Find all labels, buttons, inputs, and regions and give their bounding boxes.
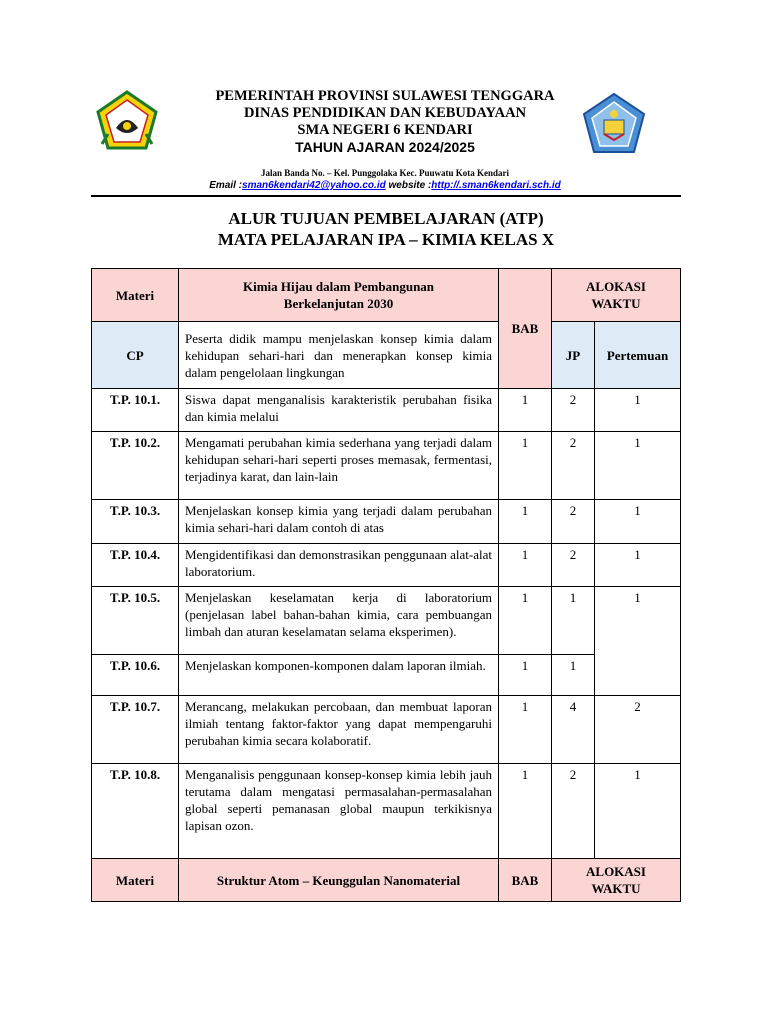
footer-materi-label: Materi	[92, 859, 179, 902]
tp-code: T.P. 10.2.	[92, 432, 179, 500]
table-row	[92, 655, 681, 696]
tp-jp: 2	[552, 764, 595, 859]
website-label: website :	[385, 180, 432, 191]
tp-description: Mengamati perubahan kimia sederhana yang terjadi dalam kehidupan sehari-hari seperti proses memasak, fermentasi, terjadinya karat, dan lain-lain	[179, 432, 499, 500]
tp-pertemuan: 1	[595, 500, 681, 544]
tp-code: T.P. 10.8.	[92, 764, 179, 859]
header-line-province: PEMERINTAH PROVINSI SULAWESI TENGGARA	[215, 88, 555, 104]
table-row	[92, 389, 681, 432]
document-subtitle: MATA PELAJARAN IPA – KIMIA KELAS X	[217, 230, 555, 249]
tp-pertemuan: 1	[595, 432, 681, 500]
header-line-department: DINAS PENDIDIKAN DAN KEBUDAYAAN	[243, 105, 527, 121]
tp-code: T.P. 10.4.	[92, 544, 179, 587]
tp-bab: 1	[499, 500, 552, 544]
tp-bab: 1	[499, 432, 552, 500]
tp-description: Merancang, melakukan percobaan, dan membuat laporan ilmiah tentang faktor-faktor yang dapat mempengaruhi perubahan kimia secara kolaboratif.	[179, 696, 499, 764]
table-row	[92, 544, 681, 587]
tp-bab: 1	[499, 655, 552, 696]
tp-description: Menjelaskan konsep kimia yang terjadi dalam perubahan kimia sehari-hari dalam contoh di atas	[179, 500, 499, 544]
atp-table	[91, 268, 681, 902]
alokasi-header: ALOKASI WAKTU	[552, 269, 681, 322]
table-row	[92, 696, 681, 764]
tp-jp: 4	[552, 696, 595, 764]
materi-label: Materi	[92, 269, 179, 322]
tp-pertemuan: 1	[595, 544, 681, 587]
table-row	[92, 764, 681, 859]
tp-description: Menganalisis penggunaan konsep-konsep kimia lebih jauh terutama dalam mengatasi permasalahan-permasalahan global seperti pemanasan global maupun terkikisnya lapisan ozon.	[179, 764, 499, 859]
footer-alokasi-header: ALOKASI WAKTU	[552, 859, 681, 902]
tp-jp: 2	[552, 500, 595, 544]
tp-pertemuan: 1	[595, 587, 681, 696]
table-row	[92, 432, 681, 500]
email-label: Email :	[209, 180, 243, 191]
website-link[interactable]: http://.sman6kendari.sch.id	[431, 180, 561, 191]
cp-text: Peserta didik mampu menjelaskan konsep kimia dalam kehidupan sehari-hari dan menerapkan konsep kimia dalam pengelolaan lingkungan	[179, 322, 499, 389]
tp-bab: 1	[499, 696, 552, 764]
email-link[interactable]: sman6kendari42@yahoo.co.id	[242, 180, 386, 191]
header-line-school: SMA NEGERI 6 KENDARI	[297, 122, 473, 138]
tp-description: Siswa dapat menganalisis karakteristik perubahan fisika dan kimia melalui	[179, 389, 499, 432]
tp-bab: 1	[499, 544, 552, 587]
materi-value: Kimia Hijau dalam Pembangunan Berkelanjutan 2030	[179, 269, 499, 322]
tp-jp: 2	[552, 432, 595, 500]
tp-pertemuan: 1	[595, 389, 681, 432]
tp-jp: 2	[552, 544, 595, 587]
tp-code: T.P. 10.1.	[92, 389, 179, 432]
tp-code: T.P. 10.6.	[92, 655, 179, 696]
bab-header: BAB	[499, 269, 552, 389]
header-address: Jalan Banda No. – Kel. Punggolaka Kec. Puuwatu Kota Kendari	[260, 168, 510, 178]
tp-pertemuan: 1	[595, 764, 681, 859]
letterhead	[90, 86, 680, 198]
tp-code: T.P. 10.5.	[92, 587, 179, 655]
footer-materi-value: Struktur Atom – Keunggulan Nanomaterial	[179, 859, 499, 902]
tp-jp: 1	[552, 587, 595, 655]
document-title: ALUR TUJUAN PEMBELAJARAN (ATP)	[228, 209, 544, 228]
pertemuan-header: Pertemuan	[595, 322, 681, 389]
tp-bab: 1	[499, 389, 552, 432]
tp-jp: 2	[552, 389, 595, 432]
cp-label: CP	[92, 322, 179, 389]
tp-code: T.P. 10.3.	[92, 500, 179, 544]
tp-description: Mengidentifikasi dan demonstrasikan penggunaan alat-alat laboratorium.	[179, 544, 499, 587]
tp-jp: 1	[552, 655, 595, 696]
tp-description: Menjelaskan komponen-komponen dalam laporan ilmiah.	[179, 655, 499, 696]
header-line-year: TAHUN AJARAN 2024/2025	[295, 139, 475, 155]
header-contact	[90, 180, 680, 191]
tp-bab: 1	[499, 587, 552, 655]
footer-bab-header: BAB	[499, 859, 552, 902]
jp-header: JP	[552, 322, 595, 389]
table-row	[92, 500, 681, 544]
table-row	[92, 587, 681, 655]
tp-description: Menjelaskan keselamatan kerja di laboratorium (penjelasan label bahan-bahan kimia, cara pembuangan limbah dan aturan keselamatan selama eksperimen).	[179, 587, 499, 655]
tp-pertemuan: 2	[595, 696, 681, 764]
tp-bab: 1	[499, 764, 552, 859]
tp-code: T.P. 10.7.	[92, 696, 179, 764]
header-divider	[91, 195, 681, 197]
